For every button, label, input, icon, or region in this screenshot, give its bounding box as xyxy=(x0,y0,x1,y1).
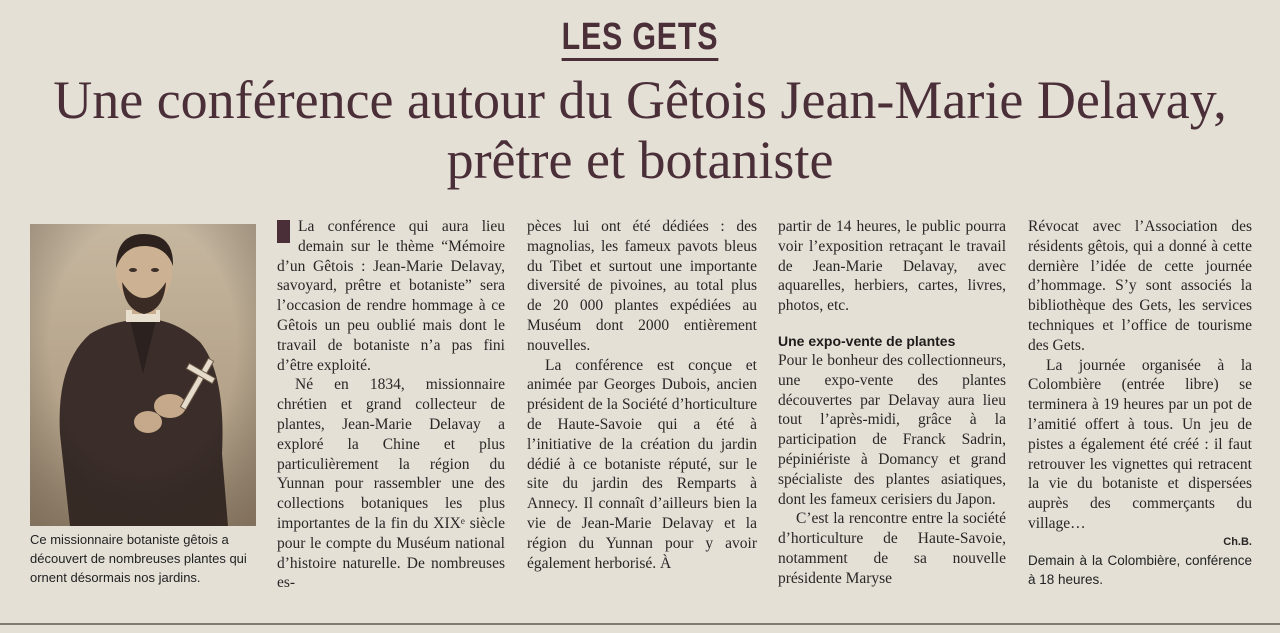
article-paragraph-6: La journée organisée à la Colombière (entrée libre) se terminera à 19 heures par un pot de l’amitié offert à tous. Un jeu de pistes a également été créé : il faut retrouver les vignettes qui retracent la vie du botaniste et dispersées auprès des commerçants du village… xyxy=(1028,356,1252,532)
event-info: Demain à la Colombière, conférence à 18 heures. xyxy=(1028,552,1252,587)
article-column-1 xyxy=(277,217,505,593)
article-paragraph-5-continued: Révocat avec l’Association des résidents gêtois, qui a donné à cette dernière l’idée de cette journée d’hommage. S’y sont associés la bibliothèque des Gets, les services techniques et l’office de tourisme des Gets. xyxy=(1028,218,1252,354)
headline xyxy=(0,70,1280,190)
intro-text: La conférence qui aura lieu demain sur le thème “Mémoire d’un Gêtois : Jean-Marie Delavay, savoyard, prêtre et botaniste” sera l’occasion de rendre hommage à ce Gêtois un peu oublié mais dont le travail de botaniste n’a pas fini d’être exploité. xyxy=(277,218,505,374)
priest-portrait-image xyxy=(30,224,256,526)
author-signature: Ch.B. xyxy=(1223,535,1252,548)
article-paragraph-2: Né en 1834, missionnaire chrétien et grand collecteur de plantes, Jean-Marie Delavay a exploré la Chine et plus particulièrement la région du Yunnan pour rassembler une des collections botaniques les plus importantes de la fin du XIXᵉ siècle pour le compte du Muséum national d’histoire naturelle. De nombreuses es- xyxy=(277,376,505,592)
portrait-photo xyxy=(30,224,256,526)
photo-caption: Ce missionnaire botaniste gêtois a découvert de nombreuses plantes qui ornent désormais nos jardins. xyxy=(30,532,247,585)
article-column-3 xyxy=(778,217,1006,589)
section-label xyxy=(0,18,1280,61)
headline-line-2: prêtre et botaniste xyxy=(446,130,834,190)
article-paragraph-2-continued: pèces lui ont été dédiées : des magnolias, les fameux pavots bleus du Tibet et surtout une importante diversité de pivoines, au total plus de 20 000 plantes expédiées au Muséum dont 2000 entièrement nouvelles. xyxy=(527,218,757,354)
headline-line-1: Une conférence autour du Gêtois Jean-Marie Delavay, xyxy=(53,70,1227,130)
article-column-2 xyxy=(527,217,757,573)
article-column-4 xyxy=(1028,217,1252,589)
bottom-rule xyxy=(0,623,1280,625)
article-paragraph-5: C’est la rencontre entre la société d’horticulture de Haute-Savoie, notamment de sa nouvelle présidente Maryse xyxy=(778,510,1006,587)
drop-cap-block xyxy=(277,220,290,243)
article-paragraph-4: Pour le bonheur des collectionneurs, une expo-vente des plantes découvertes par Delavay aura lieu tout l’après-midi, grâce à la participation de Franck Sadrin, pépiniériste à Domancy et grand spécialiste des plantes asiatiques, dont les fameux cerisiers du Japon. xyxy=(778,351,1006,508)
article-paragraph-3-continued: partir de 14 heures, le public pourra voir l’exposition retraçant le travail de Jean-Marie Delavay, avec aquarelles, herbiers, cartes, livres, photos, etc. xyxy=(778,218,1006,315)
article-paragraph-3: La conférence est conçue et animée par Georges Dubois, ancien président de la Société d’horticulture de Haute-Savoie qui a été à l’initiative de la création du jardin dédié à ce botaniste réputé, sur le site du jardin des Remparts à Annecy. Il connaît d’ailleurs bien la vie de Jean-Marie Delavay et la région du Yunnan pour y avoir également herborisé. À xyxy=(527,356,757,572)
subheading: Une expo-vente de plantes xyxy=(778,332,956,349)
section-title: LES GETS xyxy=(562,18,719,61)
article-paragraph-intro xyxy=(277,217,505,375)
